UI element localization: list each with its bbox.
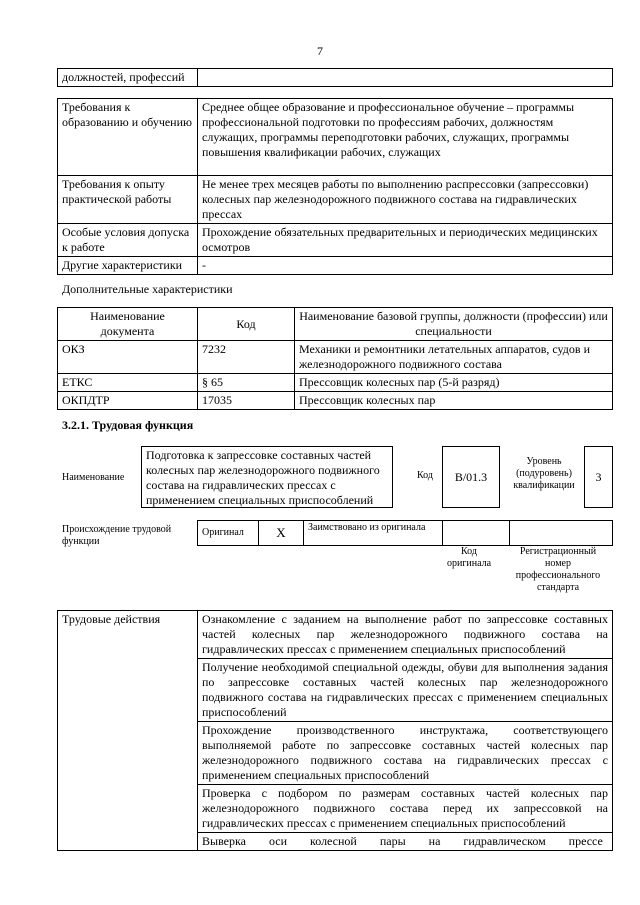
function-name-box [141, 446, 393, 508]
list-item: Получение необходимой специальной одежды, обуви для выполнения задания по запрессовке составных частей колесных пар железнодорожного подвижного состава на гидравлических прессах с применением специальных приспособлений [198, 659, 613, 722]
function-level-box [584, 446, 613, 508]
origin-reg-cell [510, 521, 613, 546]
function-heading: 3.2.1. Трудовая функция [62, 418, 194, 432]
table-row [58, 341, 613, 374]
req-education-label: Требования к образованию и обучению [58, 99, 198, 176]
top-row-value [198, 69, 613, 87]
origin-label: Происхождение трудовой функции [62, 524, 172, 547]
list-item: Выверка оси колесной пары на гидравлическом прессе [198, 833, 613, 851]
table-row [58, 374, 613, 392]
req-conditions-label: Особые условия допуска к работе [58, 224, 198, 257]
row-name: Прессовщик колесных пар (5-й разряд) [295, 374, 613, 392]
list-item: Проверка с подбором по размерам составных частей колесных пар железнодорожного подвижного состава перед их запрессовкой на гидравлических прессах с применением специальных приспособлений [198, 785, 613, 833]
row-name: Прессовщик колесных пар [295, 392, 613, 410]
row-doc: ОКПДТР [58, 392, 198, 410]
actions-label: Трудовые действия [58, 611, 198, 851]
req-education-value: Среднее общее образование и профессиональное обучение – программы профессиональной подготовки по профессиям рабочих, должностям служащих, программы переподготовки рабочих, служащих, программы повышения квалификации рабочих, служащих [198, 99, 613, 176]
req-experience-label: Требования к опыту практической работы [58, 176, 198, 224]
origin-reg-caption: Регистрационный номер профессионального стандарта [515, 546, 601, 593]
req-conditions-value: Прохождение обязательных предварительных и периодических медицинских осмотров [198, 224, 613, 257]
page-number: 7 [317, 44, 323, 58]
additional-heading: Дополнительные характеристики [62, 282, 233, 296]
req-other-label: Другие характеристики [58, 257, 198, 275]
function-code-value: В/01.3 [454, 469, 488, 484]
function-name-label: Наименование [62, 472, 125, 483]
header-doc: Наименование документа [58, 308, 198, 341]
origin-code-caption: Код оригинала [446, 546, 492, 569]
additional-table [57, 307, 613, 410]
origin-code-cell [443, 521, 510, 546]
requirements-table [57, 98, 613, 275]
row-name: Механики и ремонтники летательных аппаратов, судов и железнодорожного подвижного состава [295, 341, 613, 374]
row-code: 17035 [198, 392, 295, 410]
row-doc: ОКЗ [58, 341, 198, 374]
origin-table [197, 520, 613, 546]
table-row [58, 392, 613, 410]
req-other-value: - [198, 257, 613, 275]
function-level-label: Уровень (подуровень) квалификации [513, 456, 575, 491]
list-item: Ознакомление с заданием на выполнение работ по запрессовке составных частей колесных пар железнодорожного подвижного состава на гидравлических прессах с применением специальных приспособлений [198, 611, 613, 659]
list-item: Прохождение производственного инструктажа, соответствующего выполняемой работе по запрессовке составных частей колесных пар железнодорожного подвижного состава на гидравлических прессах с применением специальных приспособлений [198, 722, 613, 785]
function-code-label: Код [417, 470, 433, 481]
origin-original-cell [198, 521, 259, 546]
function-level-value: 3 [595, 469, 602, 484]
header-name: Наименование базовой группы, должности (профессии) или специальности [295, 308, 613, 341]
header-code: Код [198, 308, 295, 341]
function-code-box [442, 446, 500, 508]
origin-mark-cell [259, 521, 304, 546]
origin-borrowed-cell [304, 521, 443, 546]
top-row-table [57, 68, 613, 87]
row-doc: ЕТКС [58, 374, 198, 392]
top-row-label: должностей, профессий [58, 69, 198, 87]
origin-original-label: Оригинал [202, 527, 244, 538]
req-experience-value: Не менее трех месяцев работы по выполнению распрессовки (запрессовки) колесных пар железнодорожного подвижного состава на гидравлических прессах [198, 176, 613, 224]
origin-borrowed-label: Заимствовано из оригинала [308, 522, 426, 533]
actions-table [57, 610, 613, 851]
row-code: 7232 [198, 341, 295, 374]
function-name-value: Подготовка к запрессовке составных частей колесных пар железнодорожного подвижного состава на гидравлических прессах с применением специальных приспособлений [146, 448, 380, 507]
origin-mark: X [276, 525, 286, 540]
row-code: § 65 [198, 374, 295, 392]
